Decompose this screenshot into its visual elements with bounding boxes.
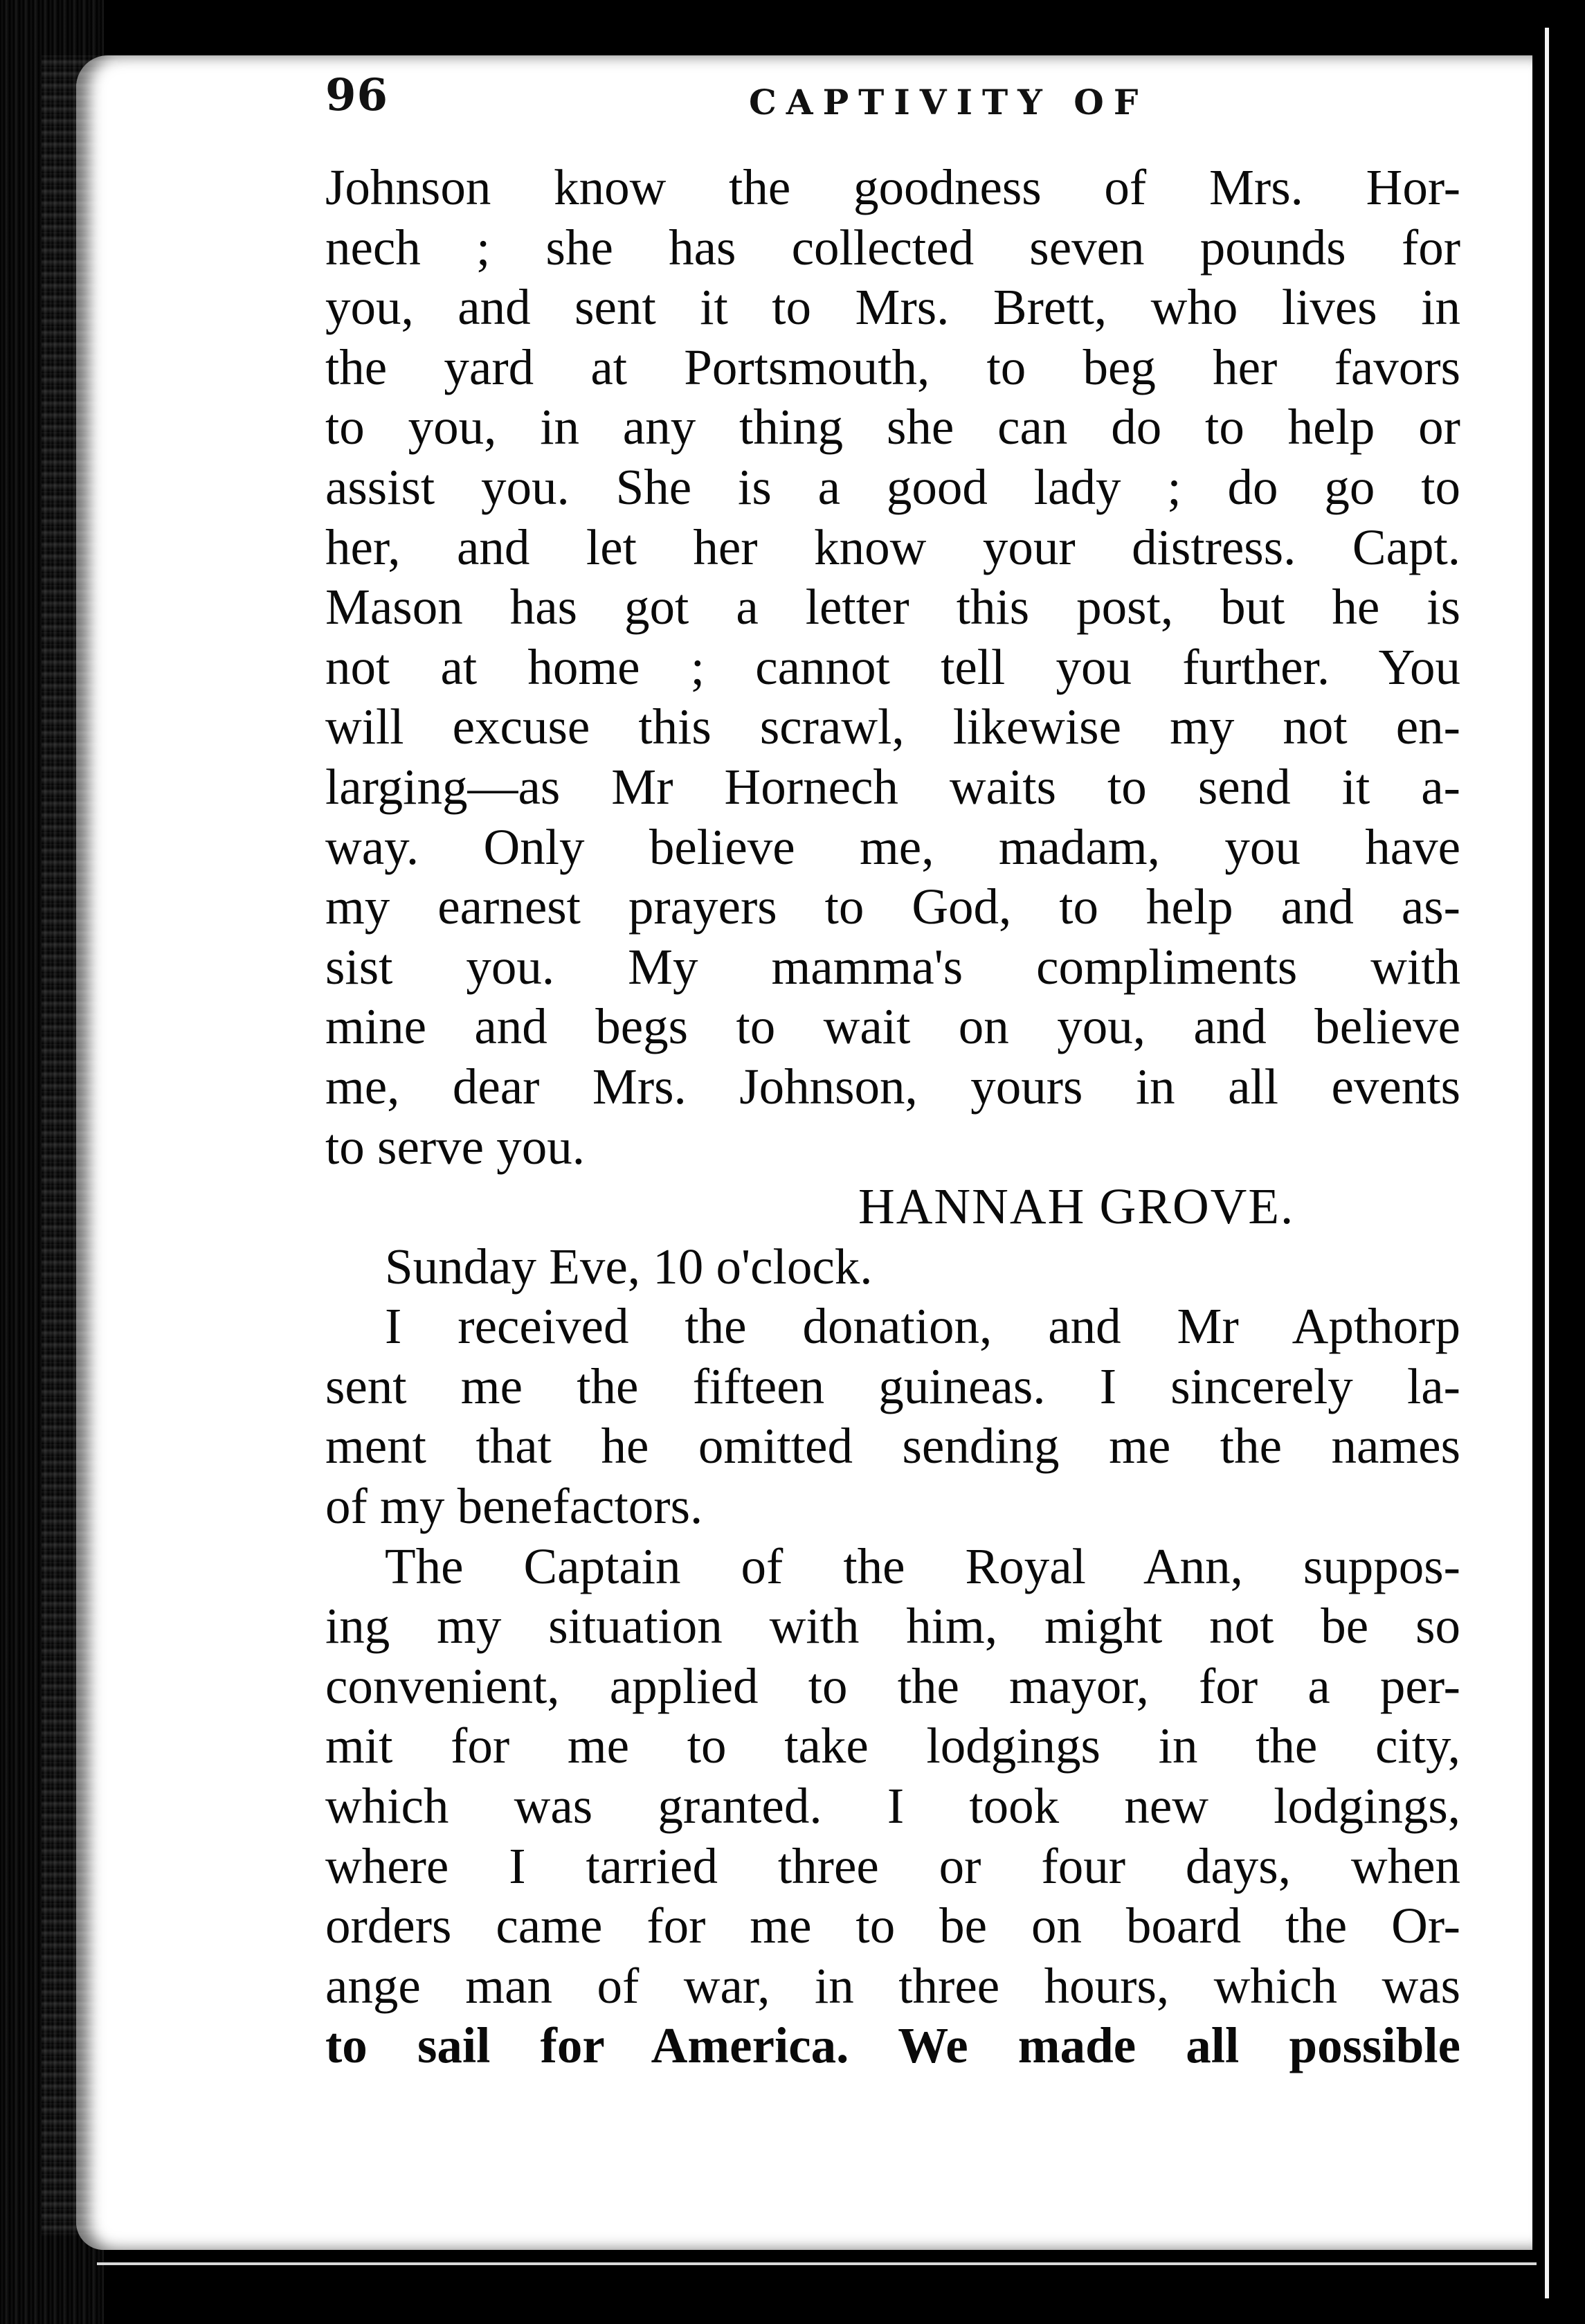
running-head: CAPTIVITY OF — [749, 82, 1148, 123]
text-line: nech ; she has collected seven pounds for — [325, 219, 1460, 276]
text-line: larging—as Mr Hornech waits to send it a- — [325, 758, 1460, 815]
text-line: not at home ; cannot tell you further. You — [325, 638, 1460, 695]
text-line: which was granted. I took new lodgings, — [325, 1778, 1460, 1835]
text-line: orders came for me to be on board the Or- — [325, 1898, 1460, 1954]
text-line: will excuse this scrawl, likewise my not en- — [325, 699, 1460, 755]
text-line: convenient, applied to the mayor, for a per- — [325, 1657, 1460, 1714]
right-edge-rule — [1545, 28, 1549, 2298]
text-line: me, dear Mrs. Johnson, yours in all events — [325, 1058, 1460, 1115]
letter-dateline: Sunday Eve, 10 o'clock. — [385, 1238, 873, 1295]
text-line: to sail for America. We made all possible — [325, 2017, 1460, 2074]
text-line: you, and sent it to Mrs. Brett, who lives in — [325, 279, 1460, 336]
text-line: where I tarried three or four days, when — [325, 1837, 1460, 1894]
text-line: to serve you. — [325, 1118, 586, 1175]
text-line: Mason has got a letter this post, but he is — [325, 579, 1460, 636]
letter-signature: HANNAH GROVE. — [858, 1178, 1295, 1235]
text-line: way. Only believe me, madam, you have — [325, 818, 1460, 875]
text-line: assist you. She is a good lady ; do go to — [325, 458, 1460, 515]
text-line: to you, in any thing she can do to help or — [325, 399, 1460, 456]
text-line: of my benefactors. — [325, 1478, 703, 1535]
bottom-edge-rule — [97, 2262, 1537, 2265]
right-page-edge — [1532, 0, 1585, 2324]
text-line: my earnest prayers to God, to help and as- — [325, 879, 1460, 935]
text-line: her, and let her know your distress. Capt. — [325, 519, 1460, 575]
text-line: mine and begs to wait on you, and believe — [325, 998, 1460, 1055]
body-text — [325, 158, 1460, 2076]
text-line: ment that he omitted sending me the names — [325, 1418, 1460, 1475]
gutter-shadow — [42, 55, 118, 2236]
text-line: ing my situation with him, might not be so — [325, 1598, 1460, 1655]
text-line: mit for me to take lodgings in the city, — [325, 1718, 1460, 1774]
text-line: I received the donation, and Mr Apthorp — [385, 1298, 1460, 1355]
text-line: sist you. My mamma's compliments with — [325, 938, 1460, 995]
page-number: 96 — [325, 69, 389, 121]
text-line: Johnson know the goodness of Mrs. Hor- — [325, 159, 1460, 215]
text-line: The Captain of the Royal Ann, suppos- — [385, 1538, 1460, 1594]
page-header — [325, 69, 1502, 132]
text-line: sent me the fifteen guineas. I sincerely la- — [325, 1358, 1460, 1414]
text-line: ange man of war, in three hours, which was — [325, 1957, 1460, 2014]
text-line: the yard at Portsmouth, to beg her favors — [325, 339, 1460, 395]
